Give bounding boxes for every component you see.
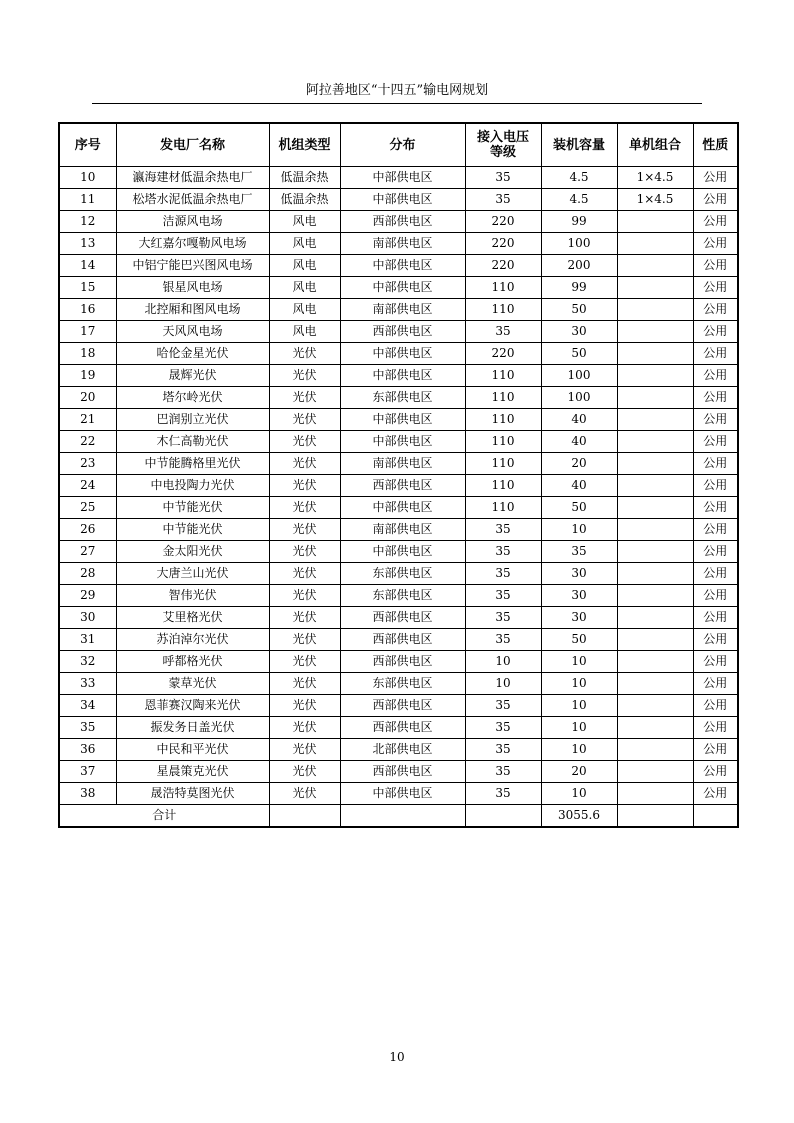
table-cell: 40 [541, 431, 617, 453]
table-cell: 公用 [693, 343, 738, 365]
table-cell: 26 [59, 519, 116, 541]
table-cell: 1×4.5 [617, 189, 693, 211]
table-cell: 光伏 [269, 585, 340, 607]
table-cell [617, 255, 693, 277]
table-cell: 30 [541, 607, 617, 629]
table-header-row [59, 123, 738, 167]
table-cell [617, 607, 693, 629]
table-cell: 巴润别立光伏 [116, 409, 269, 431]
table-cell: 西部供电区 [340, 211, 465, 233]
table-cell [617, 695, 693, 717]
table-cell: 西部供电区 [340, 475, 465, 497]
table-cell: 23 [59, 453, 116, 475]
table-row [59, 673, 738, 695]
table-cell [617, 629, 693, 651]
table-cell: 35 [59, 717, 116, 739]
table-cell: 40 [541, 409, 617, 431]
table-cell: 中部供电区 [340, 167, 465, 189]
table-row [59, 475, 738, 497]
column-header: 发电厂名称 [116, 123, 269, 167]
page-header-title: 阿拉善地区“十四五”输电网规划 [92, 79, 702, 104]
table-cell [617, 431, 693, 453]
table-cell: 公用 [693, 233, 738, 255]
table-cell: 北部供电区 [340, 739, 465, 761]
table-cell: 38 [59, 783, 116, 805]
table-cell: 37 [59, 761, 116, 783]
table-cell: 瀛海建材低温余热电厂 [116, 167, 269, 189]
table-row [59, 453, 738, 475]
table-cell [617, 541, 693, 563]
table-cell: 光伏 [269, 629, 340, 651]
table-cell: 公用 [693, 673, 738, 695]
table-cell [617, 475, 693, 497]
table-cell: 100 [541, 233, 617, 255]
power-plant-table [58, 122, 739, 828]
table-cell: 低温余热 [269, 189, 340, 211]
table-cell: 中部供电区 [340, 277, 465, 299]
table-cell: 南部供电区 [340, 453, 465, 475]
table-row [59, 343, 738, 365]
table-cell: 110 [465, 387, 541, 409]
table-cell: 公用 [693, 585, 738, 607]
table-row [59, 519, 738, 541]
table-row [59, 541, 738, 563]
table-cell: 中部供电区 [340, 497, 465, 519]
table-cell: 公用 [693, 321, 738, 343]
table-cell: 中部供电区 [340, 541, 465, 563]
table-cell: 30 [541, 321, 617, 343]
table-cell: 14 [59, 255, 116, 277]
table-cell: 公用 [693, 255, 738, 277]
table-cell: 光伏 [269, 387, 340, 409]
table-cell: 4.5 [541, 167, 617, 189]
table-cell: 35 [541, 541, 617, 563]
table-cell: 100 [541, 365, 617, 387]
table-cell [617, 673, 693, 695]
table-cell: 公用 [693, 189, 738, 211]
table-cell: 50 [541, 299, 617, 321]
table-cell: 风电 [269, 255, 340, 277]
table-cell: 金太阳光伏 [116, 541, 269, 563]
column-header-text: 接入电压等级 [476, 130, 529, 160]
table-cell: 220 [465, 233, 541, 255]
table-cell: 中部供电区 [340, 783, 465, 805]
table-cell: 21 [59, 409, 116, 431]
table-cell: 50 [541, 629, 617, 651]
table-cell: 110 [465, 277, 541, 299]
table-cell: 220 [465, 211, 541, 233]
table-cell: 松塔水泥低温余热电厂 [116, 189, 269, 211]
table-cell [617, 585, 693, 607]
table-cell: 光伏 [269, 761, 340, 783]
table-cell: 光伏 [269, 365, 340, 387]
table-row [59, 233, 738, 255]
table-cell: 光伏 [269, 651, 340, 673]
table-row [59, 167, 738, 189]
column-header: 分布 [340, 123, 465, 167]
table-cell: 光伏 [269, 409, 340, 431]
table-cell [617, 233, 693, 255]
table-cell: 25 [59, 497, 116, 519]
table-cell: 东部供电区 [340, 563, 465, 585]
table-cell: 110 [465, 365, 541, 387]
table-cell [617, 761, 693, 783]
table-cell: 公用 [693, 167, 738, 189]
table-cell: 10 [59, 167, 116, 189]
table-cell: 中铝宁能巴兴图风电场 [116, 255, 269, 277]
table-cell: 50 [541, 497, 617, 519]
table-cell: 光伏 [269, 475, 340, 497]
table-cell: 30 [59, 607, 116, 629]
table-cell: 公用 [693, 277, 738, 299]
table-cell: 光伏 [269, 717, 340, 739]
table-cell: 110 [465, 475, 541, 497]
table-cell: 35 [465, 739, 541, 761]
table-cell: 西部供电区 [340, 761, 465, 783]
table-cell: 公用 [693, 475, 738, 497]
table-cell [617, 783, 693, 805]
table-cell: 35 [465, 717, 541, 739]
table-cell [617, 365, 693, 387]
table-cell: 南部供电区 [340, 519, 465, 541]
table-row [59, 695, 738, 717]
table-cell: 木仁高勒光伏 [116, 431, 269, 453]
table-cell: 35 [465, 541, 541, 563]
table-cell: 南部供电区 [340, 299, 465, 321]
table-cell [617, 563, 693, 585]
table-cell: 公用 [693, 497, 738, 519]
table-cell: 东部供电区 [340, 387, 465, 409]
table-cell: 10 [541, 739, 617, 761]
table-cell: 20 [541, 761, 617, 783]
table-cell: 20 [541, 453, 617, 475]
table-row [59, 255, 738, 277]
table-cell: 99 [541, 211, 617, 233]
table-cell: 18 [59, 343, 116, 365]
table-cell: 公用 [693, 519, 738, 541]
table-cell: 220 [465, 255, 541, 277]
table-cell: 4.5 [541, 189, 617, 211]
table-cell: 蒙草光伏 [116, 673, 269, 695]
table-cell: 中部供电区 [340, 409, 465, 431]
table-cell: 天风风电场 [116, 321, 269, 343]
table-cell: 艾里格光伏 [116, 607, 269, 629]
column-header: 装机容量 [541, 123, 617, 167]
table-cell: 12 [59, 211, 116, 233]
table-cell: 光伏 [269, 497, 340, 519]
table-cell: 32 [59, 651, 116, 673]
table-cell: 光伏 [269, 541, 340, 563]
table-cell: 东部供电区 [340, 673, 465, 695]
table-cell: 公用 [693, 783, 738, 805]
table-row [59, 563, 738, 585]
table-cell [617, 299, 693, 321]
table-row [59, 211, 738, 233]
table-cell: 15 [59, 277, 116, 299]
table-cell: 银星风电场 [116, 277, 269, 299]
table-cell [340, 805, 465, 828]
table-cell: 19 [59, 365, 116, 387]
table-row [59, 739, 738, 761]
table-cell: 40 [541, 475, 617, 497]
table-cell: 28 [59, 563, 116, 585]
table-row [59, 409, 738, 431]
table-cell: 公用 [693, 409, 738, 431]
table-cell: 光伏 [269, 563, 340, 585]
table-cell: 36 [59, 739, 116, 761]
table-row [59, 431, 738, 453]
table-cell: 10 [541, 519, 617, 541]
table-cell: 公用 [693, 607, 738, 629]
table-cell: 35 [465, 629, 541, 651]
table-cell: 24 [59, 475, 116, 497]
table-cell: 220 [465, 343, 541, 365]
table-cell: 10 [541, 783, 617, 805]
table-cell: 公用 [693, 651, 738, 673]
table-cell: 34 [59, 695, 116, 717]
total-label: 合计 [59, 805, 269, 828]
table-cell: 公用 [693, 761, 738, 783]
table-cell: 110 [465, 453, 541, 475]
table-cell: 公用 [693, 695, 738, 717]
table-row [59, 387, 738, 409]
table-cell: 35 [465, 189, 541, 211]
table-cell: 光伏 [269, 453, 340, 475]
table-cell: 光伏 [269, 431, 340, 453]
table-cell: 中部供电区 [340, 365, 465, 387]
column-header: 单机组合 [617, 123, 693, 167]
table-cell: 光伏 [269, 739, 340, 761]
table-cell: 31 [59, 629, 116, 651]
table-cell [617, 277, 693, 299]
table-cell: 光伏 [269, 695, 340, 717]
table-cell: 1×4.5 [617, 167, 693, 189]
table-cell: 哈伦金星光伏 [116, 343, 269, 365]
table-cell: 10 [541, 695, 617, 717]
table-row [59, 497, 738, 519]
table-cell [617, 497, 693, 519]
table-cell: 99 [541, 277, 617, 299]
table-cell: 西部供电区 [340, 695, 465, 717]
table-cell: 中节能光伏 [116, 519, 269, 541]
table-cell: 20 [59, 387, 116, 409]
table-body [59, 167, 738, 828]
table-cell: 风电 [269, 211, 340, 233]
table-cell: 风电 [269, 277, 340, 299]
total-capacity: 3055.6 [541, 805, 617, 828]
table-cell [617, 651, 693, 673]
table-cell: 29 [59, 585, 116, 607]
column-header: 性质 [693, 123, 738, 167]
table-cell: 光伏 [269, 673, 340, 695]
table-cell: 公用 [693, 629, 738, 651]
table-cell: 30 [541, 585, 617, 607]
table-cell: 35 [465, 783, 541, 805]
table-cell: 星晨策克光伏 [116, 761, 269, 783]
table-cell: 中部供电区 [340, 431, 465, 453]
table-row [59, 299, 738, 321]
table-cell [617, 343, 693, 365]
table-cell: 中部供电区 [340, 189, 465, 211]
table-cell: 低温余热 [269, 167, 340, 189]
table-cell [693, 805, 738, 828]
table-cell [617, 409, 693, 431]
table-cell: 公用 [693, 299, 738, 321]
table-cell: 振发务日盖光伏 [116, 717, 269, 739]
table-cell [617, 387, 693, 409]
column-header: 机组类型 [269, 123, 340, 167]
table-cell: 风电 [269, 321, 340, 343]
table-cell [617, 805, 693, 828]
table-cell: 公用 [693, 563, 738, 585]
table-cell: 35 [465, 607, 541, 629]
table-cell: 公用 [693, 431, 738, 453]
table-row [59, 365, 738, 387]
table-cell: 200 [541, 255, 617, 277]
table-cell: 35 [465, 321, 541, 343]
table-cell: 35 [465, 761, 541, 783]
table-row [59, 277, 738, 299]
table-row [59, 761, 738, 783]
column-header: 序号 [59, 123, 116, 167]
table-total-row [59, 805, 738, 828]
table-cell: 智伟光伏 [116, 585, 269, 607]
table-cell: 光伏 [269, 519, 340, 541]
table-cell: 110 [465, 431, 541, 453]
table-cell [617, 453, 693, 475]
table-cell: 100 [541, 387, 617, 409]
table-cell: 公用 [693, 717, 738, 739]
table-cell [617, 321, 693, 343]
table-cell: 中电投陶力光伏 [116, 475, 269, 497]
table-cell: 南部供电区 [340, 233, 465, 255]
table-cell: 35 [465, 563, 541, 585]
table-cell: 西部供电区 [340, 321, 465, 343]
table-cell: 10 [541, 673, 617, 695]
table-cell [617, 739, 693, 761]
table-cell: 公用 [693, 739, 738, 761]
table-cell: 公用 [693, 211, 738, 233]
table-cell: 光伏 [269, 783, 340, 805]
table-cell: 35 [465, 167, 541, 189]
table-cell [617, 211, 693, 233]
table-cell [465, 805, 541, 828]
table-cell: 公用 [693, 365, 738, 387]
table-cell: 公用 [693, 387, 738, 409]
table-cell: 公用 [693, 541, 738, 563]
table-cell: 西部供电区 [340, 717, 465, 739]
table-cell: 27 [59, 541, 116, 563]
table-cell: 中节能光伏 [116, 497, 269, 519]
table-cell: 中节能腾格里光伏 [116, 453, 269, 475]
column-header [465, 123, 541, 167]
table-cell: 10 [541, 717, 617, 739]
table-cell: 西部供电区 [340, 629, 465, 651]
table-cell: 西部供电区 [340, 651, 465, 673]
table-row [59, 783, 738, 805]
table-cell: 晟辉光伏 [116, 365, 269, 387]
table-cell [617, 519, 693, 541]
table-cell: 30 [541, 563, 617, 585]
table-cell [617, 717, 693, 739]
table-cell: 大红嘉尔嘎勒风电场 [116, 233, 269, 255]
table-cell: 公用 [693, 453, 738, 475]
table-cell: 苏泊淖尔光伏 [116, 629, 269, 651]
table-cell: 恩菲赛汉陶来光伏 [116, 695, 269, 717]
table-cell: 光伏 [269, 607, 340, 629]
table-cell [269, 805, 340, 828]
table-cell: 35 [465, 585, 541, 607]
table-cell: 35 [465, 695, 541, 717]
table-cell: 中部供电区 [340, 343, 465, 365]
table-cell: 风电 [269, 299, 340, 321]
table-cell: 33 [59, 673, 116, 695]
table-cell: 10 [465, 673, 541, 695]
table-cell: 北控厢和图风电场 [116, 299, 269, 321]
table-cell: 中部供电区 [340, 255, 465, 277]
table-row [59, 629, 738, 651]
table-cell: 110 [465, 299, 541, 321]
table-row [59, 607, 738, 629]
table-cell: 17 [59, 321, 116, 343]
table-cell: 35 [465, 519, 541, 541]
table-cell: 16 [59, 299, 116, 321]
table-row [59, 717, 738, 739]
table-row [59, 651, 738, 673]
table-row [59, 321, 738, 343]
table-cell: 50 [541, 343, 617, 365]
table-cell: 110 [465, 497, 541, 519]
table-cell: 13 [59, 233, 116, 255]
table-cell: 10 [541, 651, 617, 673]
table-row [59, 585, 738, 607]
table-cell: 晟浩特莫图光伏 [116, 783, 269, 805]
table-cell: 东部供电区 [340, 585, 465, 607]
table-cell: 风电 [269, 233, 340, 255]
table-cell: 光伏 [269, 343, 340, 365]
page-number: 10 [389, 1050, 405, 1064]
table-cell: 西部供电区 [340, 607, 465, 629]
table-cell: 呼都格光伏 [116, 651, 269, 673]
table-cell: 110 [465, 409, 541, 431]
table-row [59, 189, 738, 211]
table-cell: 中民和平光伏 [116, 739, 269, 761]
table-cell: 10 [465, 651, 541, 673]
table-cell: 22 [59, 431, 116, 453]
table-cell: 11 [59, 189, 116, 211]
table-cell: 大唐兰山光伏 [116, 563, 269, 585]
table-cell: 塔尔岭光伏 [116, 387, 269, 409]
table-cell: 洁源风电场 [116, 211, 269, 233]
